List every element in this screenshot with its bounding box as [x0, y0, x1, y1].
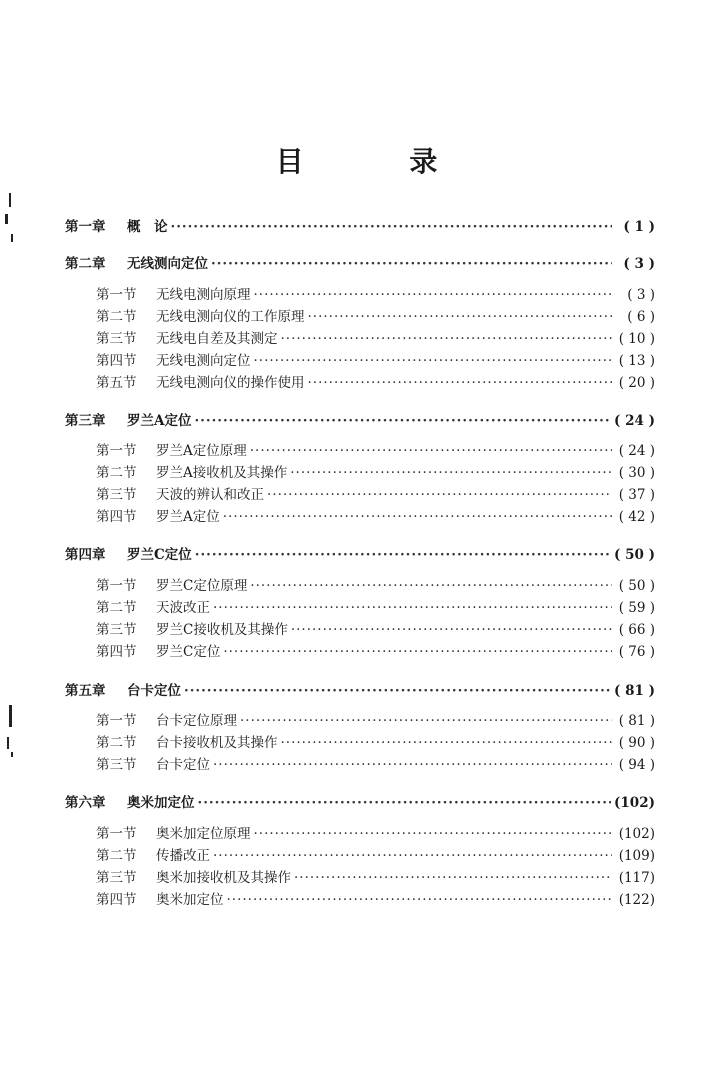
chapter-title: 无线测向定位	[127, 256, 208, 272]
section-title: 罗兰C定位原理	[156, 578, 248, 594]
scan-speck	[7, 737, 9, 749]
section-title: 罗兰A定位	[156, 509, 220, 525]
scan-speck	[9, 705, 12, 727]
section-title: 罗兰A定位原理	[156, 443, 247, 459]
chapter-title: 概 论	[127, 219, 168, 235]
chapter-title: 奥米加定位	[127, 795, 195, 811]
section-title: 传播改正	[156, 848, 210, 864]
page-number: (122)	[618, 892, 655, 908]
section-title: 无线电测向定位	[156, 353, 251, 369]
toc-chapter-1[interactable]	[65, 216, 655, 238]
toc-section[interactable]	[96, 506, 655, 528]
section-number: 第一节	[96, 443, 137, 459]
section-number: 第二节	[96, 309, 137, 325]
toc-chapter-6[interactable]	[65, 792, 655, 814]
leader-dots	[250, 575, 612, 597]
section-number: 第二节	[96, 600, 137, 616]
leader-dots	[254, 823, 613, 845]
toc-chapter-3[interactable]	[65, 410, 655, 432]
page-number: ( 42 )	[618, 509, 655, 525]
chapter-title: 罗兰C定位	[127, 547, 192, 563]
toc-section[interactable]	[96, 754, 655, 776]
section-title: 奥米加定位原理	[156, 826, 251, 842]
section-number: 第三节	[96, 757, 137, 773]
page-number: ( 94 )	[618, 757, 655, 773]
leader-dots	[198, 792, 612, 814]
scan-speck	[11, 752, 13, 757]
section-title: 罗兰C定位	[156, 644, 221, 660]
toc-section[interactable]	[96, 823, 655, 845]
section-title: 罗兰C接收机及其操作	[156, 622, 288, 638]
section-number: 第四节	[96, 892, 137, 908]
section-number: 第三节	[96, 331, 137, 347]
section-title: 奥米加定位	[156, 892, 224, 908]
page-number: ( 37 )	[618, 487, 655, 503]
section-number: 第四节	[96, 644, 137, 660]
toc-section[interactable]	[96, 440, 655, 462]
chapter-number: 第一章	[65, 219, 106, 235]
leader-dots	[195, 544, 611, 566]
toc-section[interactable]	[96, 284, 655, 306]
page-number: (117)	[618, 870, 655, 886]
section-title: 无线电测向仪的工作原理	[156, 309, 305, 325]
section-title: 天波改正	[156, 600, 210, 616]
section-number: 第四节	[96, 509, 137, 525]
section-number: 第三节	[96, 870, 137, 886]
section-title: 台卡定位原理	[156, 713, 237, 729]
toc-section[interactable]	[96, 845, 655, 867]
leader-dots	[291, 619, 612, 641]
page-number: ( 24 )	[618, 443, 655, 459]
page-title: 目 录	[275, 145, 486, 178]
chapter-number: 第四章	[65, 547, 106, 563]
page-number: ( 13 )	[618, 353, 655, 369]
toc-section[interactable]	[96, 306, 655, 328]
section-number: 第二节	[96, 465, 137, 481]
leader-dots	[227, 889, 613, 911]
leader-dots	[194, 410, 611, 432]
page-number: (102)	[618, 826, 655, 842]
leader-dots	[308, 372, 613, 394]
chapter-number: 第三章	[65, 413, 106, 429]
section-number: 第一节	[96, 826, 137, 842]
page-number: ( 81 )	[614, 683, 655, 699]
page-number: ( 81 )	[618, 713, 655, 729]
page-number: ( 50 )	[614, 547, 655, 563]
leader-dots	[250, 440, 612, 462]
chapter-number: 第六章	[65, 795, 106, 811]
page-number: ( 24 )	[614, 413, 655, 429]
toc-section[interactable]	[96, 889, 655, 911]
leader-dots	[254, 284, 613, 306]
section-number: 第五节	[96, 375, 137, 391]
toc-section[interactable]	[96, 867, 655, 889]
leader-dots	[254, 350, 613, 372]
page-number: ( 6 )	[627, 309, 655, 325]
scan-speck	[5, 214, 8, 224]
section-number: 第一节	[96, 287, 137, 303]
leader-dots	[240, 710, 612, 732]
page-number: ( 90 )	[618, 735, 655, 751]
page-number: (109)	[618, 848, 655, 864]
section-title: 罗兰A接收机及其操作	[156, 465, 288, 481]
section-title: 无线电测向原理	[156, 287, 251, 303]
page-number: ( 10 )	[618, 331, 655, 347]
scan-speck	[11, 234, 13, 242]
page-number: ( 20 )	[618, 375, 655, 391]
leader-dots	[281, 328, 613, 350]
chapter-number: 第二章	[65, 256, 106, 272]
chapter-title: 罗兰A定位	[127, 413, 192, 429]
page-number: (102)	[614, 795, 655, 811]
section-number: 第三节	[96, 487, 137, 503]
chapter-title: 台卡定位	[127, 683, 181, 699]
toc-section[interactable]	[96, 597, 655, 619]
leader-dots	[171, 216, 613, 238]
toc-section[interactable]	[96, 619, 655, 641]
chapter-number: 第五章	[65, 683, 106, 699]
leader-dots	[290, 462, 612, 484]
leader-dots	[213, 597, 612, 619]
toc-chapter-5[interactable]	[65, 680, 655, 702]
page-number: ( 59 )	[618, 600, 655, 616]
leader-dots	[213, 754, 612, 776]
leader-dots	[281, 732, 613, 754]
section-number: 第三节	[96, 622, 137, 638]
toc-section[interactable]	[96, 350, 655, 372]
section-title: 无线电测向仪的操作使用	[156, 375, 305, 391]
page-number: ( 50 )	[618, 578, 655, 594]
page-number: ( 76 )	[618, 644, 655, 660]
toc-section[interactable]	[96, 462, 655, 484]
page-number: ( 66 )	[618, 622, 655, 638]
section-title: 台卡定位	[156, 757, 210, 773]
section-number: 第二节	[96, 848, 137, 864]
toc-chapter-4[interactable]	[65, 544, 655, 566]
leader-dots	[223, 506, 612, 528]
toc-chapter-2[interactable]	[65, 253, 655, 275]
toc-section[interactable]	[96, 732, 655, 754]
section-title: 天波的辨认和改正	[156, 487, 264, 503]
toc-section[interactable]	[96, 641, 655, 663]
page-number: ( 3 )	[623, 256, 655, 272]
leader-dots	[213, 845, 612, 867]
leader-dots	[267, 484, 612, 506]
section-title: 台卡接收机及其操作	[156, 735, 278, 751]
leader-dots	[211, 253, 612, 275]
section-title: 无线电自差及其测定	[156, 331, 278, 347]
leader-dots	[308, 306, 613, 328]
section-number: 第二节	[96, 735, 137, 751]
toc-section[interactable]	[96, 372, 655, 394]
page-number: ( 3 )	[627, 287, 655, 303]
leader-dots	[184, 680, 611, 702]
section-number: 第一节	[96, 713, 137, 729]
leader-dots	[223, 641, 612, 663]
toc-section[interactable]	[96, 575, 655, 597]
page-number: ( 30 )	[618, 465, 655, 481]
toc-section[interactable]	[96, 484, 655, 506]
section-title: 奥米加接收机及其操作	[156, 870, 291, 886]
section-number: 第一节	[96, 578, 137, 594]
section-number: 第四节	[96, 353, 137, 369]
page-number: ( 1 )	[623, 219, 655, 235]
toc-section[interactable]	[96, 710, 655, 732]
leader-dots	[294, 867, 612, 889]
toc-section[interactable]	[96, 328, 655, 350]
scan-speck	[9, 193, 11, 207]
